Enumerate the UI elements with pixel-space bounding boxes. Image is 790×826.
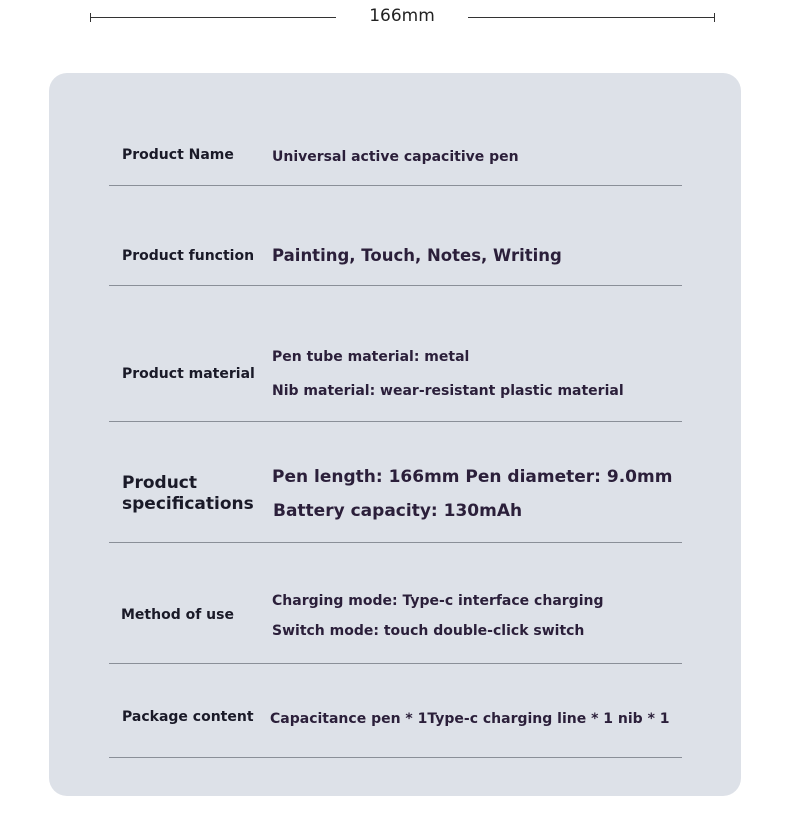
spec-label: Package content: [122, 709, 254, 725]
spec-value: Capacitance pen * 1Type-c charging line * 1 nib * 1: [270, 711, 670, 727]
spec-value: Switch mode: touch double-click switch: [272, 623, 585, 639]
spec-label: Product Name: [122, 147, 234, 163]
spec-value: Painting, Touch, Notes, Writing: [272, 246, 562, 265]
dimension-line-right: [468, 17, 715, 18]
spec-label: Product function: [122, 248, 255, 264]
spec-value: Charging mode: Type-c interface charging: [272, 593, 604, 609]
spec-value: Pen length: 166mm Pen diameter: 9.0mm: [272, 467, 673, 487]
spec-row-package-content: [109, 664, 682, 758]
dimension-label: 166mm: [369, 6, 435, 26]
spec-value: Universal active capacitive pen: [272, 149, 519, 165]
spec-row-product-function: [109, 186, 682, 286]
spec-row-product-name: [109, 73, 682, 186]
spec-value: Battery capacity: 130mAh: [273, 501, 523, 521]
spec-row-product-specifications: [109, 422, 682, 543]
spec-label: Product specifications: [122, 473, 254, 514]
dimension-indicator: [90, 0, 715, 36]
spec-value: Nib material: wear-resistant plastic material: [272, 383, 624, 399]
spec-value: Pen tube material: metal: [272, 349, 470, 365]
dimension-tick-right: [714, 13, 715, 22]
spec-row-product-material: [109, 286, 682, 422]
spec-label: Method of use: [121, 607, 234, 623]
spec-card: [49, 73, 741, 796]
spec-label: Product material: [122, 366, 255, 382]
dimension-line-left: [90, 17, 336, 18]
spec-row-method-of-use: [109, 543, 682, 664]
